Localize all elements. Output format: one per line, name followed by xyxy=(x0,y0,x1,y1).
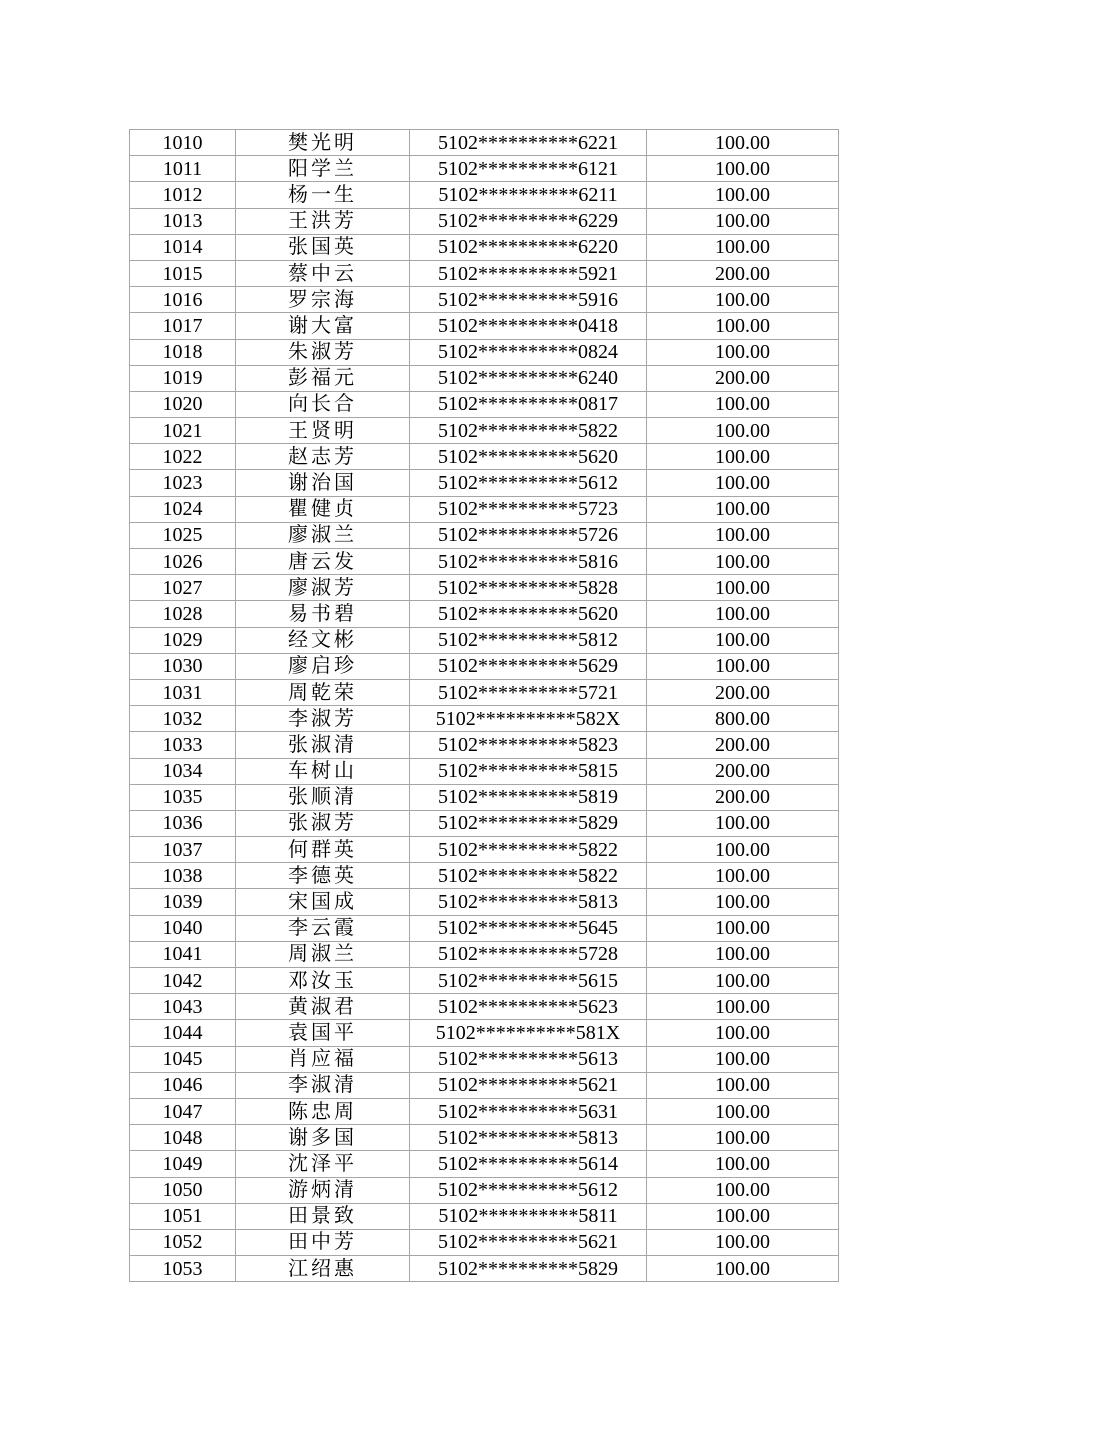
table-row xyxy=(130,1256,839,1282)
seq-number-cell: 1033 xyxy=(130,732,236,758)
table-row xyxy=(130,1020,839,1046)
name-cell: 罗宗海 xyxy=(236,287,410,313)
id-number-cell: 5102**********5631 xyxy=(410,1098,647,1124)
table-row xyxy=(130,522,839,548)
id-number-cell: 5102**********5829 xyxy=(410,1256,647,1282)
name-cell: 王洪芳 xyxy=(236,208,410,234)
name-cell: 李德英 xyxy=(236,863,410,889)
id-number-cell: 5102**********6121 xyxy=(410,156,647,182)
table-row xyxy=(130,234,839,260)
seq-number-cell: 1023 xyxy=(130,470,236,496)
id-number-cell: 5102**********5728 xyxy=(410,941,647,967)
name-cell: 朱淑芳 xyxy=(236,339,410,365)
table-row xyxy=(130,208,839,234)
id-number-cell: 5102**********5921 xyxy=(410,260,647,286)
seq-number-cell: 1035 xyxy=(130,784,236,810)
table-row xyxy=(130,365,839,391)
id-number-cell: 5102**********582X xyxy=(410,706,647,732)
name-cell: 田中芳 xyxy=(236,1229,410,1255)
name-cell: 蔡中云 xyxy=(236,260,410,286)
amount-cell: 200.00 xyxy=(647,260,839,286)
seq-number-cell: 1032 xyxy=(130,706,236,732)
id-number-cell: 5102**********5822 xyxy=(410,418,647,444)
name-cell: 谢多国 xyxy=(236,1125,410,1151)
name-cell: 陈忠周 xyxy=(236,1098,410,1124)
table-row xyxy=(130,627,839,653)
table-row xyxy=(130,758,839,784)
table-row xyxy=(130,1151,839,1177)
amount-cell: 100.00 xyxy=(647,889,839,915)
table-row xyxy=(130,706,839,732)
id-number-cell: 5102**********5612 xyxy=(410,470,647,496)
name-cell: 向长合 xyxy=(236,391,410,417)
seq-number-cell: 1050 xyxy=(130,1177,236,1203)
table-row xyxy=(130,889,839,915)
name-cell: 黄淑君 xyxy=(236,994,410,1020)
id-number-cell: 5102**********5815 xyxy=(410,758,647,784)
name-cell: 李淑芳 xyxy=(236,706,410,732)
id-number-cell: 5102**********5828 xyxy=(410,575,647,601)
amount-cell: 100.00 xyxy=(647,234,839,260)
amount-cell: 200.00 xyxy=(647,732,839,758)
table-row xyxy=(130,810,839,836)
name-cell: 瞿健贞 xyxy=(236,496,410,522)
seq-number-cell: 1017 xyxy=(130,313,236,339)
table-row xyxy=(130,496,839,522)
id-number-cell: 5102**********0418 xyxy=(410,313,647,339)
seq-number-cell: 1030 xyxy=(130,653,236,679)
table-row xyxy=(130,470,839,496)
seq-number-cell: 1016 xyxy=(130,287,236,313)
table-row xyxy=(130,1229,839,1255)
name-cell: 张国英 xyxy=(236,234,410,260)
id-number-cell: 5102**********5819 xyxy=(410,784,647,810)
id-number-cell: 5102**********5813 xyxy=(410,889,647,915)
id-number-cell: 5102**********5623 xyxy=(410,994,647,1020)
seq-number-cell: 1044 xyxy=(130,1020,236,1046)
seq-number-cell: 1024 xyxy=(130,496,236,522)
amount-cell: 100.00 xyxy=(647,1046,839,1072)
amount-cell: 200.00 xyxy=(647,758,839,784)
id-number-cell: 5102**********6221 xyxy=(410,130,647,156)
id-number-cell: 5102**********6220 xyxy=(410,234,647,260)
table-row xyxy=(130,130,839,156)
name-cell: 廖启珍 xyxy=(236,653,410,679)
amount-cell: 200.00 xyxy=(647,365,839,391)
table-row xyxy=(130,287,839,313)
amount-cell: 100.00 xyxy=(647,418,839,444)
amount-cell: 100.00 xyxy=(647,391,839,417)
seq-number-cell: 1029 xyxy=(130,627,236,653)
amount-cell: 100.00 xyxy=(647,1256,839,1282)
seq-number-cell: 1026 xyxy=(130,549,236,575)
seq-number-cell: 1018 xyxy=(130,339,236,365)
amount-cell: 100.00 xyxy=(647,208,839,234)
id-number-cell: 5102**********6229 xyxy=(410,208,647,234)
amount-cell: 100.00 xyxy=(647,549,839,575)
table-row xyxy=(130,784,839,810)
name-cell: 周淑兰 xyxy=(236,941,410,967)
table-row xyxy=(130,339,839,365)
amount-cell: 100.00 xyxy=(647,575,839,601)
id-number-cell: 5102**********5645 xyxy=(410,915,647,941)
seq-number-cell: 1052 xyxy=(130,1229,236,1255)
id-number-cell: 5102**********5614 xyxy=(410,1151,647,1177)
amount-cell: 100.00 xyxy=(647,444,839,470)
amount-cell: 100.00 xyxy=(647,1020,839,1046)
seq-number-cell: 1010 xyxy=(130,130,236,156)
seq-number-cell: 1019 xyxy=(130,365,236,391)
name-cell: 唐云发 xyxy=(236,549,410,575)
table-row xyxy=(130,732,839,758)
id-number-cell: 5102**********0817 xyxy=(410,391,647,417)
id-number-cell: 5102**********5621 xyxy=(410,1229,647,1255)
table-row xyxy=(130,1046,839,1072)
table-row xyxy=(130,156,839,182)
data-table xyxy=(129,129,839,1282)
name-cell: 肖应福 xyxy=(236,1046,410,1072)
amount-cell: 100.00 xyxy=(647,313,839,339)
id-number-cell: 5102**********5629 xyxy=(410,653,647,679)
name-cell: 宋国成 xyxy=(236,889,410,915)
seq-number-cell: 1012 xyxy=(130,182,236,208)
seq-number-cell: 1049 xyxy=(130,1151,236,1177)
id-number-cell: 5102**********5813 xyxy=(410,1125,647,1151)
table-row xyxy=(130,941,839,967)
amount-cell: 100.00 xyxy=(647,810,839,836)
table-row xyxy=(130,1203,839,1229)
name-cell: 赵志芳 xyxy=(236,444,410,470)
id-number-cell: 5102**********5620 xyxy=(410,601,647,627)
id-number-cell: 5102**********5723 xyxy=(410,496,647,522)
amount-cell: 100.00 xyxy=(647,968,839,994)
id-number-cell: 5102**********581X xyxy=(410,1020,647,1046)
amount-cell: 100.00 xyxy=(647,522,839,548)
name-cell: 杨一生 xyxy=(236,182,410,208)
seq-number-cell: 1020 xyxy=(130,391,236,417)
seq-number-cell: 1038 xyxy=(130,863,236,889)
amount-cell: 100.00 xyxy=(647,601,839,627)
name-cell: 李淑清 xyxy=(236,1072,410,1098)
amount-cell: 100.00 xyxy=(647,1229,839,1255)
table-row xyxy=(130,418,839,444)
table-row xyxy=(130,915,839,941)
id-number-cell: 5102**********5822 xyxy=(410,837,647,863)
table-row xyxy=(130,391,839,417)
amount-cell: 100.00 xyxy=(647,156,839,182)
seq-number-cell: 1051 xyxy=(130,1203,236,1229)
table-row xyxy=(130,1072,839,1098)
amount-cell: 100.00 xyxy=(647,1072,839,1098)
amount-cell: 100.00 xyxy=(647,941,839,967)
name-cell: 李云霞 xyxy=(236,915,410,941)
seq-number-cell: 1031 xyxy=(130,679,236,705)
amount-cell: 100.00 xyxy=(647,915,839,941)
name-cell: 张淑清 xyxy=(236,732,410,758)
table-row xyxy=(130,994,839,1020)
id-number-cell: 5102**********5822 xyxy=(410,863,647,889)
name-cell: 江绍惠 xyxy=(236,1256,410,1282)
seq-number-cell: 1011 xyxy=(130,156,236,182)
table-row xyxy=(130,968,839,994)
amount-cell: 100.00 xyxy=(647,1125,839,1151)
id-number-cell: 5102**********6211 xyxy=(410,182,647,208)
seq-number-cell: 1045 xyxy=(130,1046,236,1072)
amount-cell: 100.00 xyxy=(647,339,839,365)
seq-number-cell: 1042 xyxy=(130,968,236,994)
seq-number-cell: 1037 xyxy=(130,837,236,863)
name-cell: 游炳清 xyxy=(236,1177,410,1203)
id-number-cell: 5102**********0824 xyxy=(410,339,647,365)
amount-cell: 100.00 xyxy=(647,863,839,889)
id-number-cell: 5102**********5812 xyxy=(410,627,647,653)
seq-number-cell: 1015 xyxy=(130,260,236,286)
table-row xyxy=(130,601,839,627)
seq-number-cell: 1013 xyxy=(130,208,236,234)
name-cell: 沈泽平 xyxy=(236,1151,410,1177)
table-row xyxy=(130,1098,839,1124)
name-cell: 彭福元 xyxy=(236,365,410,391)
seq-number-cell: 1025 xyxy=(130,522,236,548)
table-row xyxy=(130,260,839,286)
table-body xyxy=(130,130,839,1282)
id-number-cell: 5102**********5612 xyxy=(410,1177,647,1203)
table-row xyxy=(130,444,839,470)
name-cell: 张淑芳 xyxy=(236,810,410,836)
name-cell: 阳学兰 xyxy=(236,156,410,182)
seq-number-cell: 1039 xyxy=(130,889,236,915)
name-cell: 廖淑芳 xyxy=(236,575,410,601)
seq-number-cell: 1034 xyxy=(130,758,236,784)
id-number-cell: 5102**********5811 xyxy=(410,1203,647,1229)
id-number-cell: 5102**********5621 xyxy=(410,1072,647,1098)
id-number-cell: 5102**********5829 xyxy=(410,810,647,836)
amount-cell: 100.00 xyxy=(647,837,839,863)
name-cell: 袁国平 xyxy=(236,1020,410,1046)
name-cell: 张顺清 xyxy=(236,784,410,810)
amount-cell: 100.00 xyxy=(647,1177,839,1203)
amount-cell: 100.00 xyxy=(647,1151,839,1177)
name-cell: 王贤明 xyxy=(236,418,410,444)
seq-number-cell: 1021 xyxy=(130,418,236,444)
seq-number-cell: 1028 xyxy=(130,601,236,627)
amount-cell: 100.00 xyxy=(647,627,839,653)
table-row xyxy=(130,549,839,575)
amount-cell: 200.00 xyxy=(647,679,839,705)
id-number-cell: 5102**********5916 xyxy=(410,287,647,313)
seq-number-cell: 1027 xyxy=(130,575,236,601)
name-cell: 谢大富 xyxy=(236,313,410,339)
name-cell: 樊光明 xyxy=(236,130,410,156)
seq-number-cell: 1040 xyxy=(130,915,236,941)
amount-cell: 100.00 xyxy=(647,496,839,522)
table-row xyxy=(130,1177,839,1203)
seq-number-cell: 1036 xyxy=(130,810,236,836)
amount-cell: 200.00 xyxy=(647,784,839,810)
id-number-cell: 5102**********5721 xyxy=(410,679,647,705)
amount-cell: 100.00 xyxy=(647,1098,839,1124)
id-number-cell: 5102**********5823 xyxy=(410,732,647,758)
amount-cell: 100.00 xyxy=(647,182,839,208)
name-cell: 何群英 xyxy=(236,837,410,863)
table-row xyxy=(130,863,839,889)
seq-number-cell: 1046 xyxy=(130,1072,236,1098)
amount-cell: 100.00 xyxy=(647,287,839,313)
amount-cell: 100.00 xyxy=(647,1203,839,1229)
id-number-cell: 5102**********5620 xyxy=(410,444,647,470)
amount-cell: 800.00 xyxy=(647,706,839,732)
name-cell: 廖淑兰 xyxy=(236,522,410,548)
id-number-cell: 5102**********5726 xyxy=(410,522,647,548)
name-cell: 车树山 xyxy=(236,758,410,784)
seq-number-cell: 1041 xyxy=(130,941,236,967)
table-row xyxy=(130,653,839,679)
name-cell: 谢治国 xyxy=(236,470,410,496)
seq-number-cell: 1048 xyxy=(130,1125,236,1151)
amount-cell: 100.00 xyxy=(647,653,839,679)
name-cell: 易书碧 xyxy=(236,601,410,627)
table-row xyxy=(130,575,839,601)
id-number-cell: 5102**********5615 xyxy=(410,968,647,994)
table-row xyxy=(130,313,839,339)
name-cell: 邓汝玉 xyxy=(236,968,410,994)
name-cell: 田景致 xyxy=(236,1203,410,1229)
amount-cell: 100.00 xyxy=(647,470,839,496)
id-number-cell: 5102**********5816 xyxy=(410,549,647,575)
seq-number-cell: 1053 xyxy=(130,1256,236,1282)
id-number-cell: 5102**********6240 xyxy=(410,365,647,391)
seq-number-cell: 1022 xyxy=(130,444,236,470)
seq-number-cell: 1043 xyxy=(130,994,236,1020)
table-row xyxy=(130,679,839,705)
name-cell: 经文彬 xyxy=(236,627,410,653)
id-number-cell: 5102**********5613 xyxy=(410,1046,647,1072)
seq-number-cell: 1014 xyxy=(130,234,236,260)
table-row xyxy=(130,182,839,208)
amount-cell: 100.00 xyxy=(647,994,839,1020)
name-cell: 周乾荣 xyxy=(236,679,410,705)
table-row xyxy=(130,837,839,863)
amount-cell: 100.00 xyxy=(647,130,839,156)
seq-number-cell: 1047 xyxy=(130,1098,236,1124)
table-row xyxy=(130,1125,839,1151)
